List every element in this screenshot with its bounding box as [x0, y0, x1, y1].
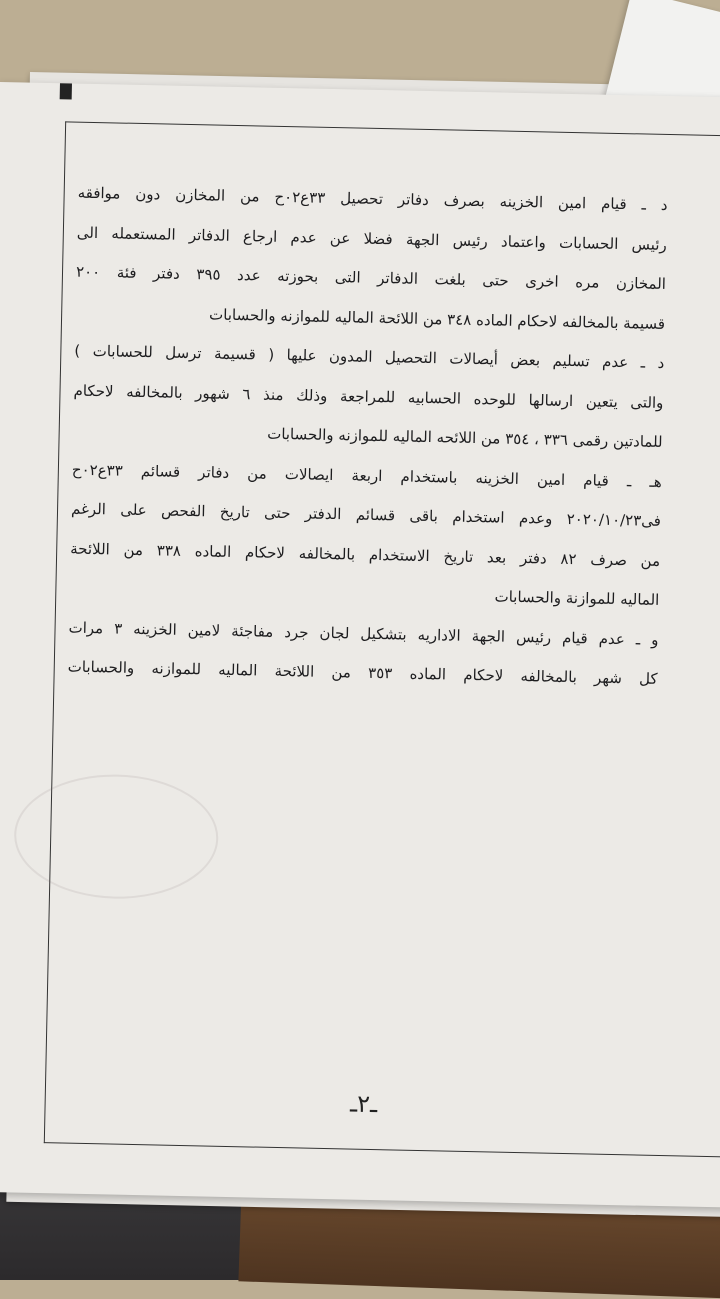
text-line-13: كل شهر بالمخالفه لاحكام الماده ٣٥٣ من اللائحة الماليه للموازنه والحسابات — [67, 657, 658, 688]
corner-mark — [60, 83, 72, 99]
text-line-4: قسيمة بالمخالفه لاحكام الماده ٣٤٨ من اللائحة الماليه للموازنه والحسابات — [208, 304, 666, 333]
document-body — [67, 174, 668, 700]
text-line-11: الماليه للموازنة والحسابات — [494, 587, 660, 609]
text-line-6: والتى يتعين ارسالها للوحده الحسابيه للمراجعة وذلك منذ ٦ شهور بالمخالفه لاحكام — [73, 381, 664, 412]
text-line-5: د ـ عدم تسليم بعض أيصالات التحصيل المدون عليها ( قسيمة ترسل للحسابات ) — [74, 341, 665, 372]
text-line-10: من صرف ٨٢ دفتر بعد تاريخ الاستخدام بالمخالفه لاحكام الماده ٣٣٨ من اللائحة — [70, 539, 661, 570]
text-line-1: د ـ قيام امين الخزينه بصرف دفاتر تحصيل ٣٣ع٠٢ح من المخازن دون موافقه — [77, 183, 668, 215]
text-line-12: و ـ عدم قيام رئيس الجهة الاداريه بتشكيل لجان جرد مفاجئة لامين الخزينه ٣ مرات — [68, 618, 659, 649]
text-line-3: المخازن مره اخرى حتى بلغت الدفاتر التى بحوزته عدد ٣٩٥ دفتر فئة ٢٠٠ — [75, 262, 667, 293]
text-line-2: رئيس الحسابات واعتماد رئيس الجهة فضلا عن عدم ارجاع الدفاتر المستعمله الى — [76, 223, 667, 254]
text-line-7: للمادتين رقمى ٣٣٦ ، ٣٥٤ من اللائحه الماليه للموازنه والحسابات — [266, 424, 663, 451]
text-line-8: هـ ـ قيام امين الخزينه باستخدام اربعة ايصالات من دفاتر قسائم ٣٣ع٠٢ح — [71, 460, 662, 491]
page-number: ـ٢ـ — [349, 1089, 378, 1119]
text-line-9: فى٢٠٢٠/١٠/٢٣ وعدم استخدام باقى قسائم الدفتر حتى تاريخ الفحص على الرغم — [70, 499, 662, 530]
document-page — [0, 82, 720, 1208]
